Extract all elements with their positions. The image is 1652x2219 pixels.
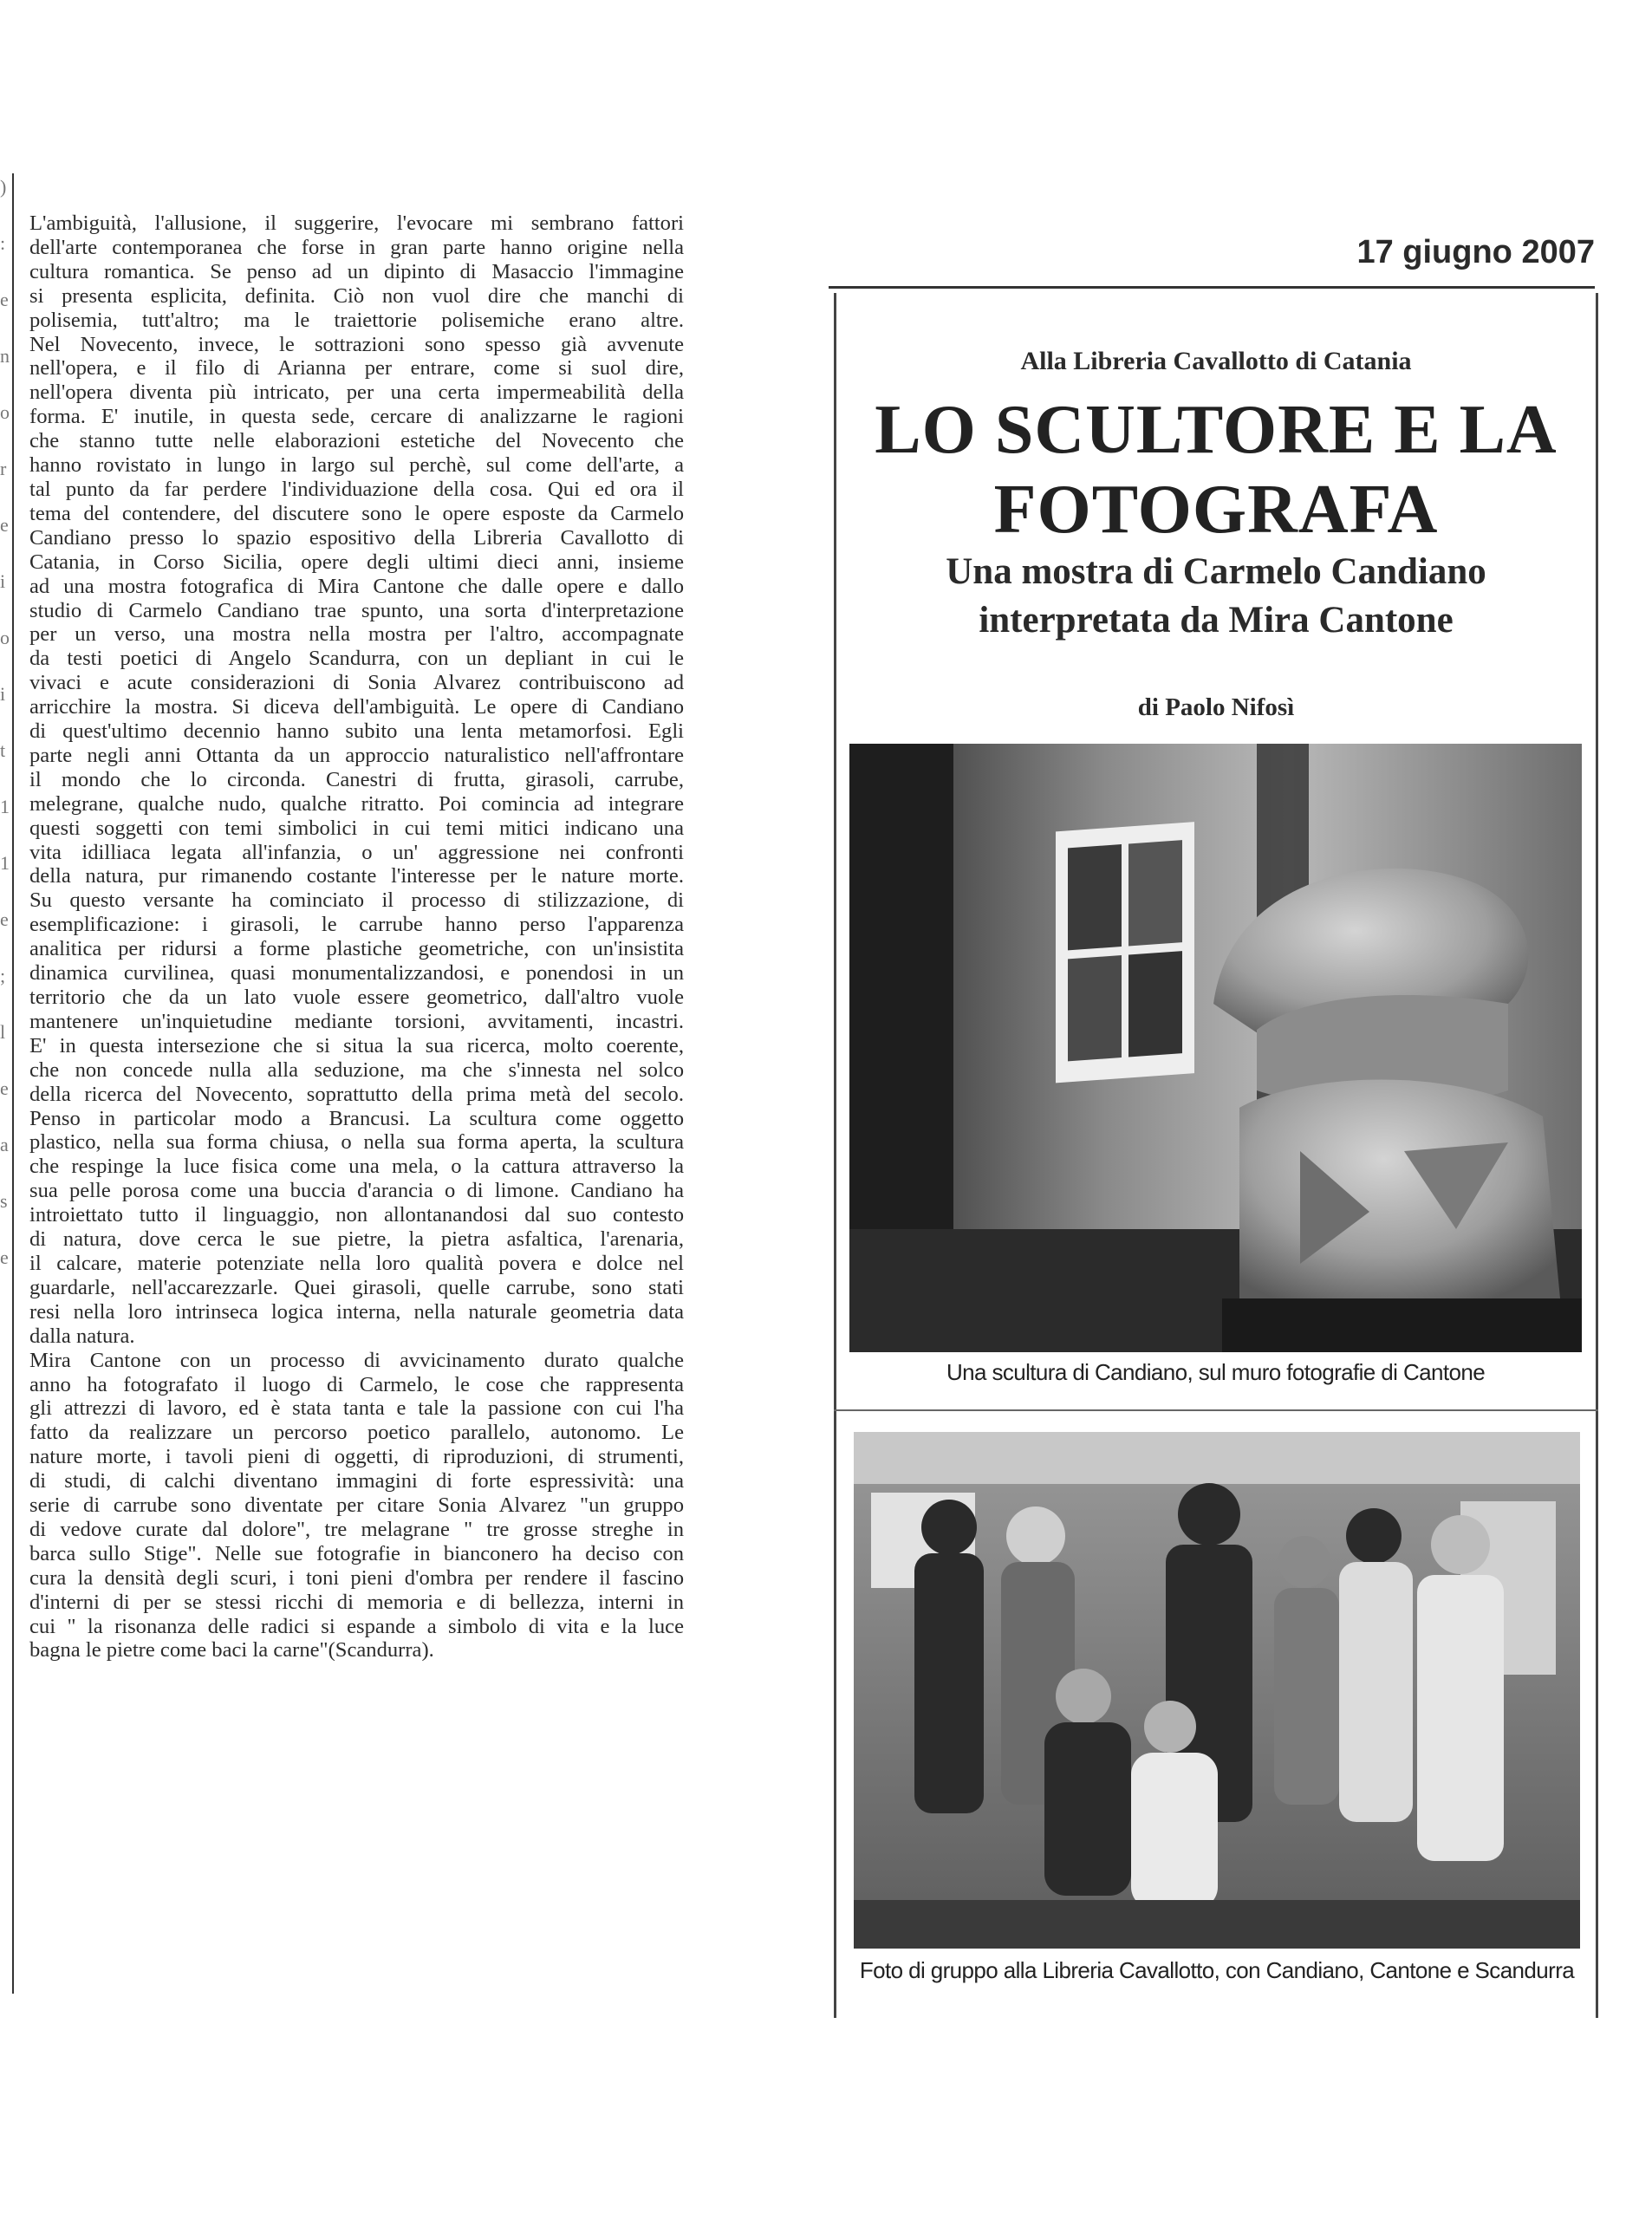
margin-fragment: a [0,1134,9,1155]
article-line: territorio che da un lato vuole essere geometrico, dall'altro vuole [29,986,684,1009]
article-line: E' in questa intersezione che si situa la sua ricerca, molto coerente, [29,1033,684,1057]
margin-fragments [0,173,12,1994]
article-line: esemplificazione: i girasoli, le carrube hanno perso l'apparenza [29,913,684,937]
margin-fragment: r [0,458,7,479]
article-body [29,211,684,1663]
article-line: parte negli anni Ottanta da un approccio naturalistico nell'affrontare [29,743,684,767]
article-line: Nel Novecento, invece, le sottrazioni sono spesso già avvenute [29,332,684,356]
article-line: arricchire la mostra. Si diceva dell'ambiguità. Le opere di Candiano [29,695,684,719]
article-line: da testi poetici di Angelo Scandurra, con un depliant in cui le [29,647,684,671]
article-line: polisemia, tutt'altro; ma le traiettorie polisemiche erano altre. [29,308,684,332]
sculpture-photo [849,744,1582,1352]
headline-line-1: LO SCULTORE E LA [875,392,1558,468]
article-line: per un verso, una mostra nella mostra per l'altro, accompagnate [29,622,684,647]
article-line: di natura, dove cerca le sue pietre, la pietra asfaltica, l'arenaria, [29,1227,684,1252]
article-line: nell'opera, e il filo di Arianna per entrare, come si suol dire, [29,356,684,381]
article-line: melegrane, qualche nudo, qualche ritratto. Poi comincia ad integrare [29,791,684,816]
article-line: nell'opera diventa più intricato, per una certa impermeabilità della [29,381,684,405]
headline-line-2: FOTOGRAFA [993,472,1439,548]
article-line: guardarle, nell'accarezzarle. Quei girasoli, quelle carrube, sono stati [29,1275,684,1299]
article-line: Su questo versante ha cominciato il processo di stilizzazione, di [29,888,684,913]
article-line: barca sullo Stige". Nelle sue fotografie in bianconero ha deciso con [29,1541,684,1565]
subhead-line-2: interpretata da Mira Cantone [979,600,1454,641]
headline [834,390,1598,550]
margin-fragment: s [0,1190,8,1212]
margin-fragment: 1 [0,796,10,817]
article-line: mantenere un'inquietudine mediante torsioni, avvitamenti, incastri. [29,1009,684,1033]
left-column-rule [12,173,14,1994]
article-line: Candiano presso lo spazio espositivo della Libreria Cavallotto di [29,525,684,550]
margin-fragment: l [0,1021,6,1043]
article-line: d'interni di per se stessi ricchi di memoria e di bellezza, interni in [29,1590,684,1614]
byline: di Paolo Nifosì [1137,693,1295,721]
margin-fragment: i [0,570,6,592]
article-line: Penso in particolar modo a Brancusi. La scultura come oggetto [29,1106,684,1130]
margin-fragment: ; [0,965,6,986]
article-line: anno ha fotografato il luogo di Carmelo, le cose che rappresenta [29,1372,684,1396]
margin-fragment: i [0,683,6,705]
sculpture-caption: Una scultura di Candiano, sul muro fotografie di Cantone [946,1359,1486,1385]
subhead [834,548,1598,645]
article-line: cura la densità degli scuri, i toni pieni d'ombra per rendere il fascino [29,1565,684,1590]
article-line: tal punto da far perdere l'individuazione della cosa. Qui ed ora il [29,477,684,501]
article-line: forma. E' inutile, in questa sede, cercare di analizzarne le ragioni [29,405,684,429]
margin-fragment: o [0,401,10,423]
margin-fragment: : [0,232,6,254]
article-line: vivaci e acute considerazioni di Sonia Alvarez contribuiscono ad [29,671,684,695]
article-line: bagna le pietre come baci la carne"(Scandurra). [29,1638,434,1663]
article-line: sua pelle porosa come una buccia d'arancia o di limone. Candiano ha [29,1179,684,1203]
article-line: il calcare, materie potenziate nella loro qualità povera e dolce nel [29,1251,684,1275]
article-line: questi soggetti con temi simbolici in cui temi mitici indicano una [29,816,684,840]
article-line: fatto da realizzare un percorso poetico parallelo, autonomo. Le [29,1421,684,1445]
article-line: che non concede nulla alla seduzione, ma che s'innesta nel solco [29,1057,684,1082]
margin-fragment: e [0,1077,9,1099]
issue-date: 17 giugno 2007 [1356,234,1595,270]
margin-fragment: e [0,908,9,930]
margin-fragment: n [0,345,10,367]
group-photo [854,1432,1580,1949]
article-line: Catania, in Corso Sicilia, opere degli ultimi dieci anni, insieme [29,550,684,574]
article-line: della natura, pur rimanendo costante l'interesse per le nature morte. [29,864,684,888]
article-line: nature morte, i tavoli pieni di oggetti, di riproduzioni, di strumenti, [29,1445,684,1469]
caption-rule [834,1409,1598,1411]
article-line: ad una mostra fotografica di Mira Cantone che dalle opere e dallo [29,574,684,598]
article-line: plastico, nella sua forma chiusa, o nella sua forma aperta, la scultura [29,1130,684,1155]
article-line: si presenta esplicita, definita. Ciò non vuol dire che manchi di [29,283,684,308]
margin-fragment: e [0,1246,9,1268]
article-line: di vedove curate dal dolore", tre melagrane " tre grosse streghe in [29,1517,684,1541]
article-line: hanno rovistato in lungo in largo sul perchè, sul come dell'arte, a [29,453,684,478]
article-line: cultura romantica. Se penso ad un dipinto di Masaccio l'immagine [29,259,684,283]
article-line: L'ambiguità, l'allusione, il suggerire, l'evocare mi sembrano fattori [29,211,684,235]
article-line: introiettato tutto il linguaggio, non allontanandosi dal suo contesto [29,1203,684,1227]
article-line: della ricerca del Novecento, soprattutto della prima metà del secolo. [29,1082,684,1106]
article-line: serie di carrube sono diventate per citare Sonia Alvarez "un gruppo [29,1493,684,1518]
group-caption: Foto di gruppo alla Libreria Cavallotto, con Candiano, Cantone e Scandurra [859,1957,1575,1983]
margin-fragment: ) [0,176,7,198]
article-line: dell'arte contemporanea che forse in gran parte hanno origine nella [29,235,684,259]
article-line: analitica per ridursi a forme plastiche geometriche, con un'insistita [29,937,684,961]
article-line: dalla natura. [29,1324,135,1348]
subhead-line-1: Una mostra di Carmelo Candiano [946,551,1486,592]
margin-fragment: t [0,739,6,761]
margin-fragment: 1 [0,852,10,874]
margin-fragment: e [0,514,9,536]
article-line: dinamica curvilinea, quasi monumentalizzandosi, e ponendosi in un [29,961,684,986]
article-line: studio di Carmelo Candiano trae spunto, una sorta d'interpretazione [29,598,684,622]
article-line: Mira Cantone con un processo di avvicinamento durato qualche [29,1348,684,1372]
article-line: che stanno tutte nelle elaborazioni estetiche del Novecento che [29,429,684,453]
article-line: di quest'ultimo decennio hanno subito una lenta metamorfosi. Egli [29,719,684,744]
article-line: il mondo che lo circonda. Canestri di frutta, girasoli, carrube, [29,767,684,791]
article-line: gli attrezzi di lavoro, ed è stata tanta e tale la passione con cui l'ha [29,1396,684,1421]
kicker: Alla Libreria Cavallotto di Catania [1020,347,1412,375]
article-line: vita idilliaca legata all'infanzia, o un' aggressione nei confronti [29,840,684,864]
article-line: che respinge la luce fisica come una mela, o la cattura attraverso la [29,1155,684,1179]
margin-fragment: o [0,627,10,648]
article-line: tema del contendere, del discutere sono le opere esposte da Carmelo [29,501,684,525]
article-line: di studi, di calchi diventano immagini di forte espressività: una [29,1469,684,1493]
article-line: resi nella loro intrinseca logica interna, nella naturale geometria data [29,1299,684,1324]
article-line: cui " la risonanza delle radici si espande a simbolo di vita e la luce [29,1614,684,1638]
margin-fragment: e [0,289,9,310]
date-rule [829,286,1595,289]
